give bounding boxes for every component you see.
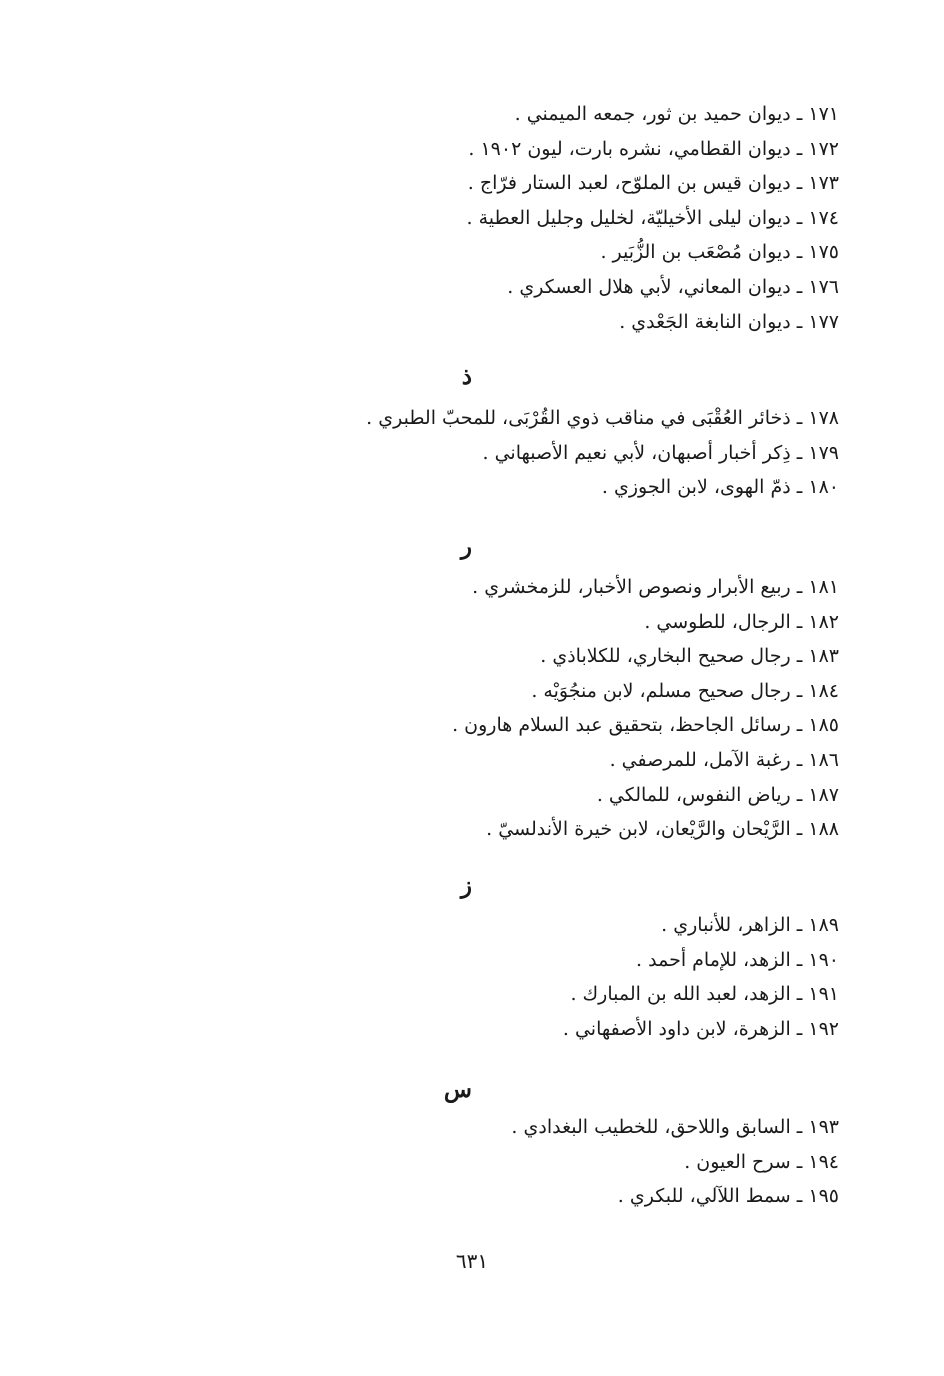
list-item: ١٨٩ ـ الزاهر، للأنباري .: [661, 914, 839, 936]
section-letter-heading: ر: [460, 533, 472, 560]
list-item: ١٧٣ ـ ديوان قيس بن الملوّح، لعبد الستار فرّاج .: [467, 172, 839, 195]
list-item: ١٧٩ ـ ذِكر أخبار أصبهان، لأبي نعيم الأصبهاني .: [482, 441, 839, 464]
section-sin: [239, 1110, 839, 1214]
list-item: ١٧١ ـ ديوان حميد بن ثور، جمعه الميمني .: [514, 103, 839, 125]
section-letter-heading: ذ: [461, 363, 472, 390]
list-item: ١٨١ ـ ربيع الأبرار ونصوص الأخبار، للزمخشري .: [472, 576, 839, 598]
list-item: ١٨٤ ـ رجال صحيح مسلم، لابن منجُوَيْه .: [531, 679, 839, 702]
list-item: ١٧٥ ـ ديوان مُصْعَب بن الزُّبَير .: [600, 241, 839, 264]
section-dal-continued: [239, 97, 839, 339]
section-ra: [239, 570, 839, 847]
section-letter-heading: س: [443, 1076, 472, 1103]
list-item: ١٨٧ ـ رياض النفوس، للمالكي .: [596, 783, 839, 806]
list-item: ١٩٠ ـ الزهد، للإمام أحمد .: [636, 948, 839, 971]
list-item: ١٨٨ ـ الرَّيْحان والرَّيْعان، لابن خيرة الأندلسيّ .: [486, 818, 839, 841]
page-number: ٦٣١: [455, 1249, 489, 1273]
list-item: ١٧٤ ـ ديوان ليلى الأخيليّة، لخليل وجليل العطية .: [466, 206, 839, 229]
list-item: ١٨٢ ـ الرجال، للطوسي .: [644, 610, 839, 633]
list-item: ١٩٢ ـ الزهرة، لابن داود الأصفهاني .: [562, 1017, 839, 1040]
section-zay: [239, 908, 839, 1046]
list-item: ١٩٣ ـ السابق واللاحق، للخطيب البغدادي .: [511, 1116, 839, 1138]
list-item: ١٨٠ ـ ذمّ الهوى، لابن الجوزي .: [601, 476, 839, 499]
list-item: ١٩٤ ـ سرح العيون .: [684, 1150, 839, 1173]
section-letter-heading: ز: [460, 872, 472, 899]
list-item: ١٧٢ ـ ديوان القطامي، نشره بارت، ليون ١٩٠٢ .: [468, 137, 839, 160]
section-dhal: [239, 401, 839, 505]
list-item: ١٧٨ ـ ذخائر العُقْبَى في مناقب ذوي القُرْبَى، للمحبّ الطبري .: [366, 407, 839, 429]
list-item: ١٧٦ ـ ديوان المعاني، لأبي هلال العسكري .: [507, 275, 839, 298]
list-item: ١٩٥ ـ سمط اللآلي، للبكري .: [617, 1185, 839, 1208]
list-item: ١٧٧ ـ ديوان النابغة الجَعْدي .: [619, 310, 839, 333]
list-item: ١٨٦ ـ رغبة الآمل، للمرصفي .: [609, 748, 839, 771]
list-item: ١٩١ ـ الزهد، لعبد الله بن المبارك .: [570, 983, 839, 1006]
list-item: ١٨٣ ـ رجال صحيح البخاري، للكلاباذي .: [540, 645, 839, 668]
list-item: ١٨٥ ـ رسائل الجاحظ، بتحقيق عبد السلام هارون .: [452, 714, 839, 737]
